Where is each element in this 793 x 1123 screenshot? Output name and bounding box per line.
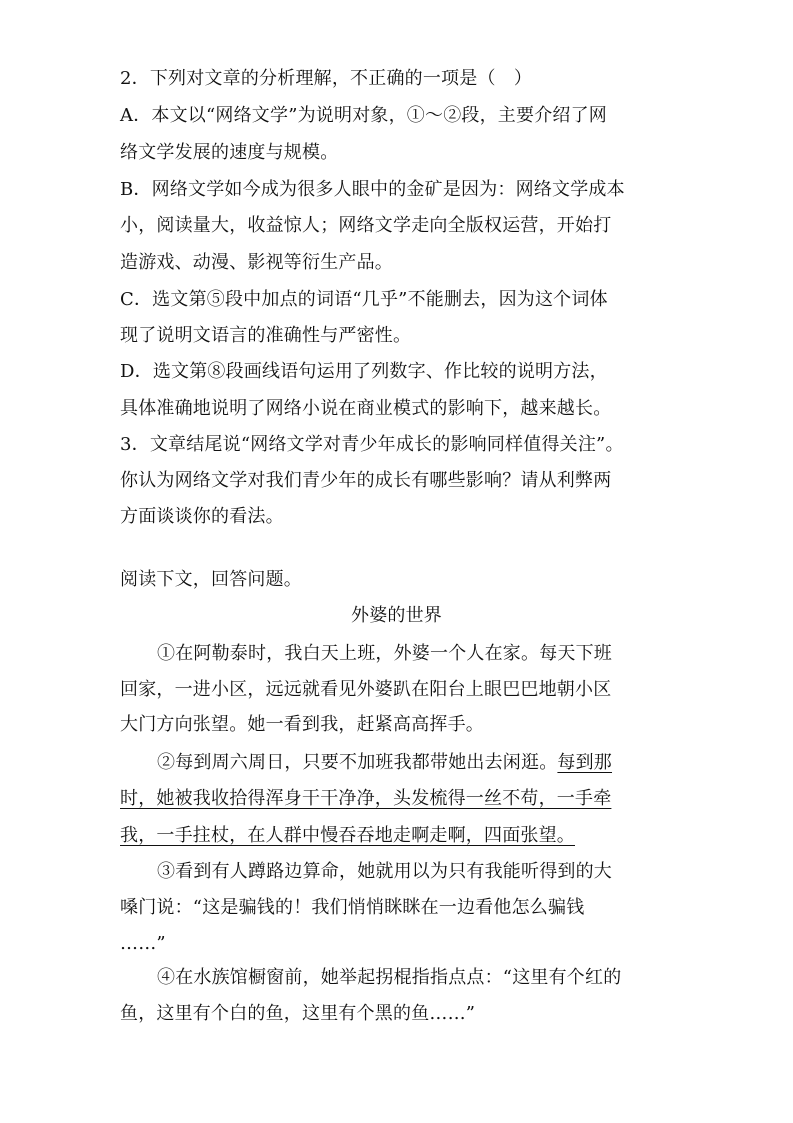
option-a-line-2: 络文学发展的速度与规模。 (120, 142, 339, 163)
option-a-line-1: A．本文以“网络文学”为说明对象，①～②段，主要介绍了网 (120, 105, 608, 126)
paragraph-2-line-1 (157, 750, 612, 776)
question-3-line-3: 方面谈谈你的看法。 (120, 506, 284, 527)
option-b-line-2: 小，阅读量大，收益惊人；网络文学走向全版权运营，开始打 (120, 215, 612, 236)
paragraph-2-line-3: 我，一手拄杖，在人群中慢吞吞地走啊走啊，四面张望。 (120, 825, 575, 846)
paragraph-2-plain: ②每到周六周日，只要不加班我都带她出去闲逛。 (157, 752, 558, 773)
paragraph-1-line-1: ①在阿勒泰时，我白天上班，外婆一个人在家。每天下班 (157, 643, 612, 664)
option-d-line-1: D．选文第⑧段画线语句运用了列数字、作比较的说明方法， (120, 361, 608, 382)
article-title: 外婆的世界 (351, 605, 442, 626)
paragraph-4-line-1: ④在水族馆橱窗前，她举起拐棍指指点点：“这里有个红的 (157, 967, 622, 988)
option-b-line-3: 造游戏、动漫、影视等衍生产品。 (120, 252, 393, 273)
paragraph-3-line-1: ③看到有人蹲路边算命，她就用以为只有我能听得到的大 (157, 861, 612, 882)
paragraph-1-line-2: 回家，一进小区，远远就看见外婆趴在阳台上眼巴巴地朝小区 (120, 679, 612, 700)
paragraph-2-line-2: 时，她被我收拾得浑身干干净净，头发梳得一丝不苟，一手牵 (120, 788, 612, 809)
paragraph-4-line-2: 鱼，这里有个白的鱼，这里有个黑的鱼……” (120, 1003, 476, 1024)
paragraph-3-line-3: ……” (120, 933, 166, 954)
question-3-line-1: 3．文章结尾说“网络文学对青少年成长的影响同样值得关注”。 (120, 434, 624, 455)
option-b-line-1: B．网络文学如今成为很多人眼中的金矿是因为：网络文学成本 (120, 179, 625, 200)
reading-instruction: 阅读下文，回答问题。 (120, 569, 302, 590)
question-2-stem: 2．下列对文章的分析理解，不正确的一项是（ ） (120, 68, 533, 89)
paragraph-3-line-2: 嗓门说：“这是骗钱的！我们悄悄眯眯在一边看他怎么骗钱 (120, 897, 585, 918)
option-d-line-2: 具体准确地说明了网络小说在商业模式的影响下，越来越长。 (120, 398, 612, 419)
option-c-line-2: 现了说明文语言的准确性与严密性。 (120, 325, 412, 346)
option-c-line-1: C．选文第⑤段中加点的词语“几乎”不能删去，因为这个词体 (120, 289, 608, 310)
question-3-line-2: 你认为网络文学对我们青少年的成长有哪些影响？请从利弊两 (120, 470, 612, 491)
paragraph-2-underlined-start: 每到那 (557, 752, 613, 773)
paragraph-1-line-3: 大门方向张望。她一看到我，赶紧高高挥手。 (120, 714, 484, 735)
